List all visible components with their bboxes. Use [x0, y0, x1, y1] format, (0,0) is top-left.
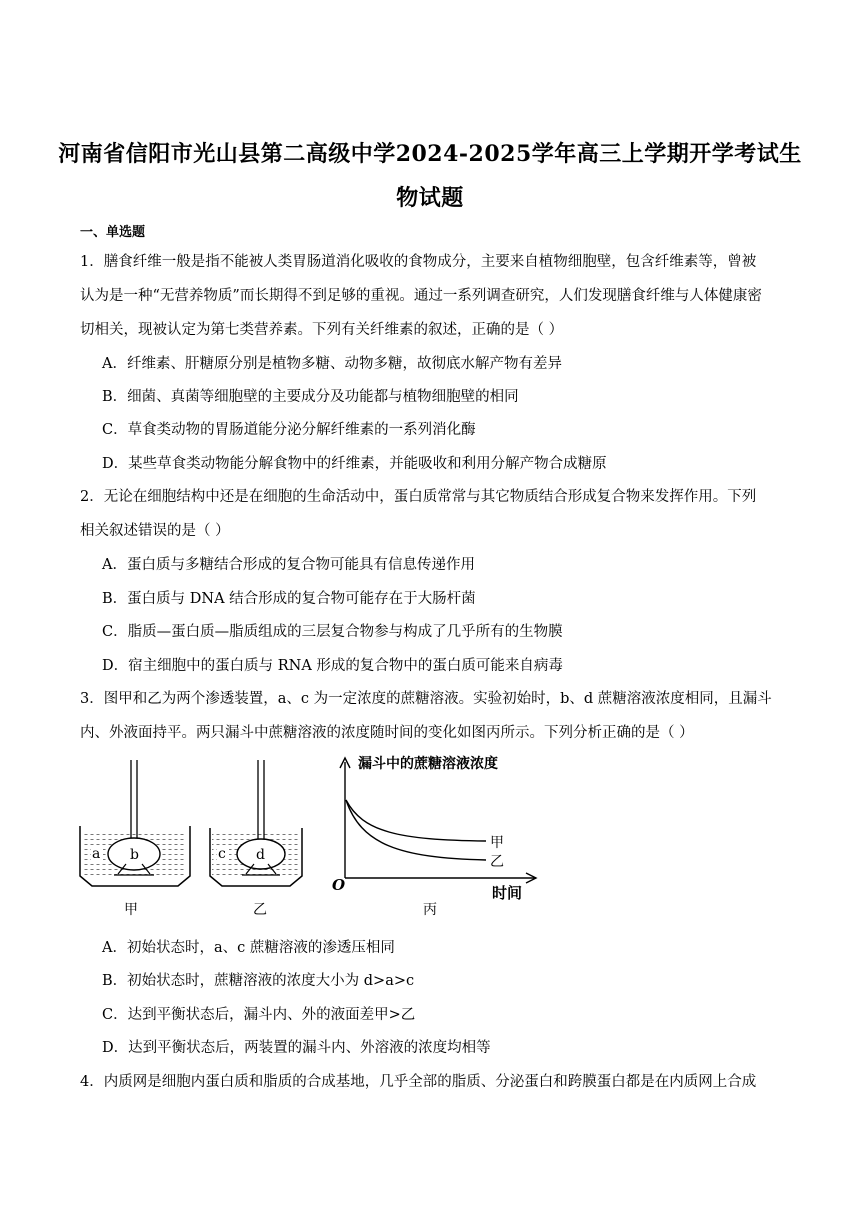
q3-option-b: B．初始状态时，蔗糖溶液的浓度大小为 d>a>c	[102, 973, 415, 989]
q3-stem-line-1: 3．图甲和乙为两个渗透装置，a、c 为一定浓度的蔗糖溶液。实验初始时，b、d 蔗糖溶液浓度相同，且漏斗	[80, 691, 772, 707]
q2-option-d: D．宿主细胞中的蛋白质与 RNA 形成的复合物中的蛋白质可能来自病毒	[102, 658, 563, 674]
q2-stem-line-1: 2．无论在细胞结构中还是在细胞的生命活动中，蛋白质常常与其它物质结合形成复合物来发挥作用。下列	[80, 489, 757, 505]
osmosis-figure-svg	[78, 752, 538, 922]
q2-option-c: C．脂质—蛋白质—脂质组成的三层复合物参与构成了几乎所有的生物膜	[102, 624, 563, 640]
q3-option-d: D．达到平衡状态后，两装置的漏斗内、外溶液的浓度均相等	[102, 1040, 491, 1056]
q1-option-d: D．某些草食类动物能分解食物中的纤维素，并能吸收和利用分解产物合成糖原	[102, 456, 607, 472]
page-title: 河南省信阳市光山县第二高级中学2024-2025学年高三上学期开学考试生	[58, 141, 802, 167]
x-axis-label: 时间	[492, 884, 523, 902]
osmosis-figure	[78, 752, 538, 922]
curve-yi	[346, 800, 486, 860]
apparatus-yi	[210, 760, 302, 918]
q1-stem-line-2: 认为是一种“无营养物质”而长期得不到足够的重视。通过一系列调查研究，人们发现膳食纤维与人体健康密	[80, 288, 762, 304]
q1-option-c: C．草食类动物的胃肠道能分泌分解纤维素的一系列消化酶	[102, 422, 476, 438]
caption-bing: 丙	[423, 902, 437, 918]
q4-stem-line-1: 4．内质网是细胞内蛋白质和脂质的合成基地，几乎全部的脂质、分泌蛋白和跨膜蛋白都是在内质网上合成	[80, 1074, 757, 1090]
q2-option-b: B．蛋白质与 DNA 结合形成的复合物可能存在于大肠杆菌	[102, 591, 476, 607]
q1-stem-line-1: 1．膳食纤维一般是指不能被人类胃肠道消化吸收的食物成分，主要来自植物细胞壁，包含纤维素等，曾被	[80, 254, 757, 270]
caption-jia: 甲	[124, 902, 138, 918]
section-heading: 一、单选题	[80, 225, 146, 240]
q3-option-a: A．初始状态时，a、c 蔗糖溶液的渗透压相同	[102, 940, 395, 956]
curve-label-jia: 甲	[490, 835, 504, 851]
label-d: d	[256, 847, 265, 863]
curve-label-yi: 乙	[490, 854, 504, 870]
caption-yi: 乙	[253, 902, 267, 918]
q1-option-b: B．细菌、真菌等细胞壁的主要成分及功能都与植物细胞壁的相同	[102, 389, 519, 405]
q3-stem-line-2: 内、外液面持平。两只漏斗中蔗糖溶液的浓度随时间的变化如图丙所示。下列分析正确的是（ ）	[80, 725, 694, 741]
q1-option-a: A．纤维素、肝糖原分别是植物多糖、动物多糖，故彻底水解产物有差异	[102, 356, 562, 372]
page-title-continued: 物试题	[396, 185, 464, 211]
origin-label: O	[332, 876, 346, 894]
curve-jia	[346, 800, 486, 841]
label-a: a	[92, 846, 101, 862]
apparatus-jia	[80, 760, 190, 918]
q1-stem-line-3: 切相关，现被认定为第七类营养素。下列有关纤维素的叙述，正确的是（ ）	[80, 322, 564, 338]
label-b: b	[130, 847, 139, 863]
q2-stem-line-2: 相关叙述错误的是（ ）	[80, 523, 230, 539]
q2-option-a: A．蛋白质与多糖结合形成的复合物可能具有信息传递作用	[102, 557, 475, 573]
graph-title: 漏斗中的蔗糖溶液浓度	[358, 756, 498, 772]
q3-option-c: C．达到平衡状态后，漏斗内、外的液面差甲>乙	[102, 1007, 416, 1023]
concentration-graph	[332, 755, 536, 918]
label-c: c	[218, 846, 226, 862]
